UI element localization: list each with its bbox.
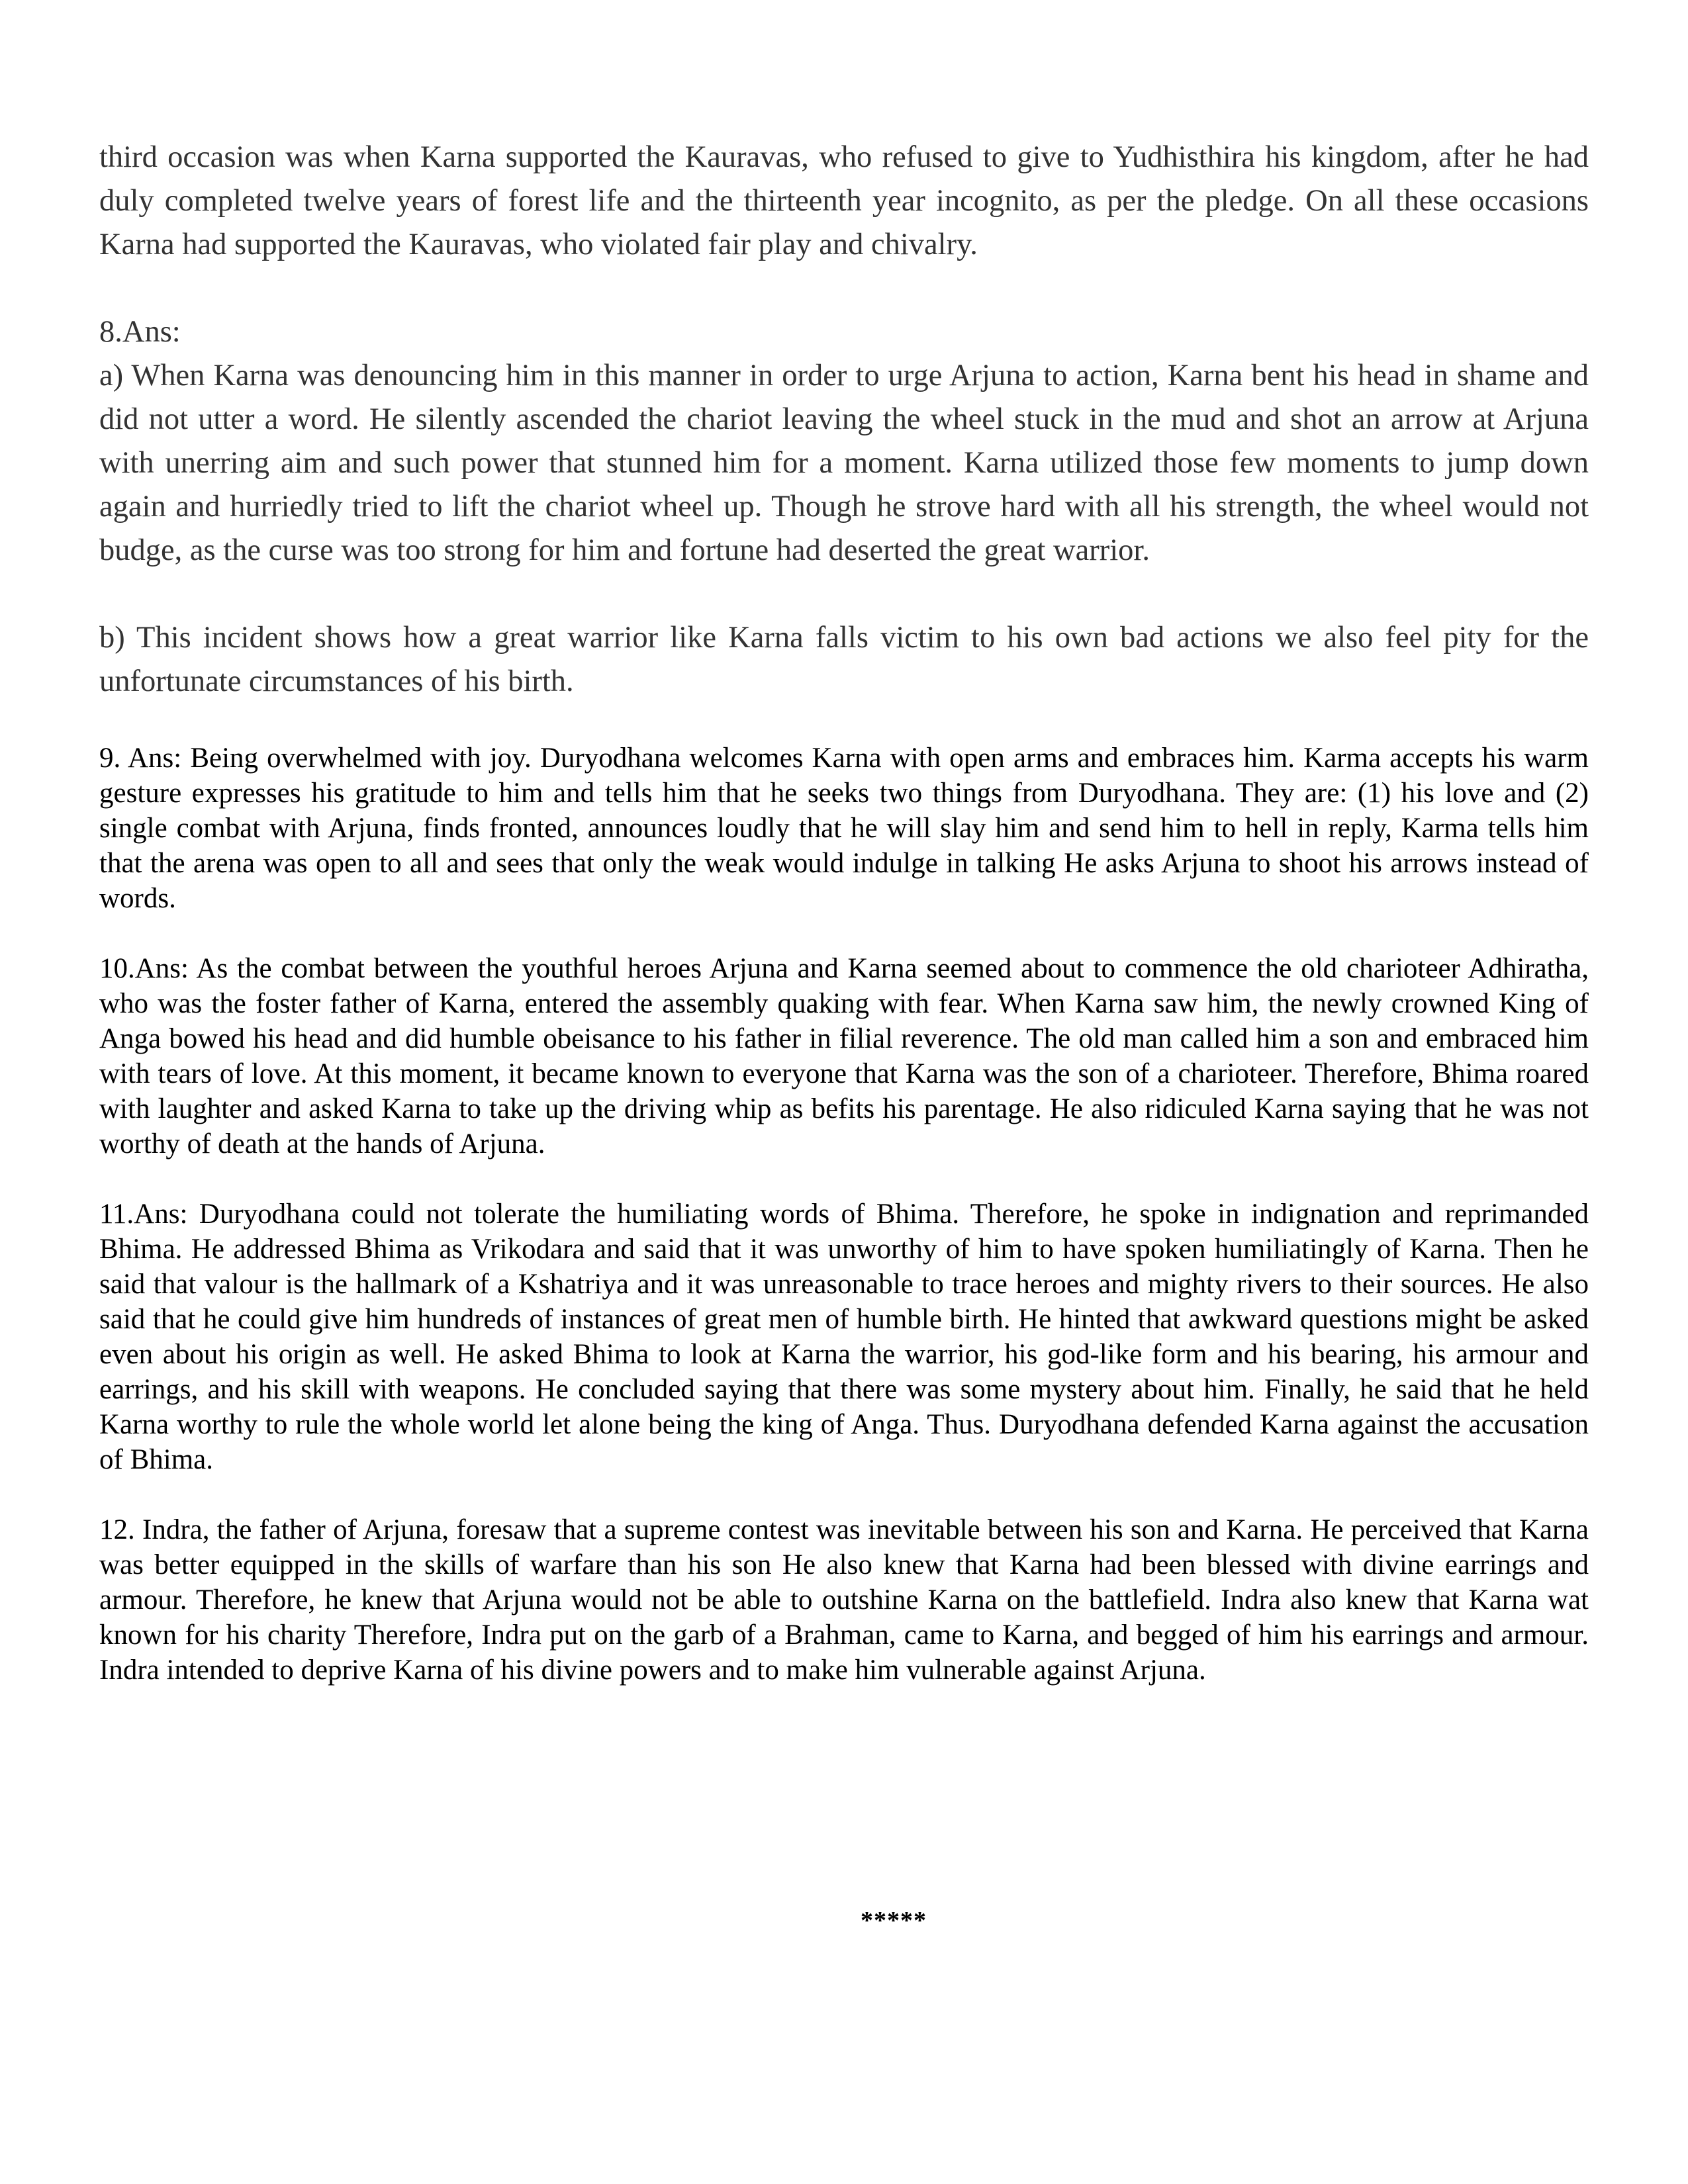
document-body xyxy=(99,136,1589,1688)
answer-8-part-b: b) This incident shows how a great warrior like Karna falls victim to his own bad actions we also feel pity for the unfortunate circumstances of his birth. xyxy=(99,621,1589,698)
answer-11: 11.Ans: Duryodhana could not tolerate the humiliating words of Bhima. Therefore, he spoke in indignation and reprimanded Bhima. He addressed Bhima as Vrikodara and said that it was unworthy of him to have spoken humiliatingly of Karna. Then he said that valour is the hallmark of a Kshatriya and it was unreasonable to trace heroes and mighty rivers to their sources. He also said that he could give him hundreds of instances of great men of humble birth. He hinted that awkward questions might be asked even about his origin as well. He asked Bhima to look at Karna the warrior, his god-like form and his bearing, his armour and earrings, and his skill with weapons. He concluded saying that there was some mystery about him. Finally, he said that he held Karna worthy to rule the whole world let alone being the king of Anga. Thus. Duryodhana defended Karna against the accusation of Bhima. xyxy=(99,1199,1589,1475)
answer-8-part-a: a) When Karna was denouncing him in this manner in order to urge Arjuna to action, Karna bent his head in shame and did not utter a word. He silently ascended the chariot leaving the wheel stuck in the mud and shot an arrow at Arjuna with unerring aim and such power that stunned him for a moment. Karna utilized those few moments to jump down again and hurriedly tried to lift the chariot wheel up. Though he strove hard with all his strength, the wheel would not budge, as the curse was too strong for him and fortune had deserted the great warrior. xyxy=(99,359,1589,567)
paragraph-continuation: third occasion was when Karna supported the Kauravas, who refused to give to Yudhisthira his kingdom, after he had duly completed twelve years of forest life and the thirteenth year incognito, as per the pledge. On all these occasions Karna had supported the Kauravas, who violated fair play and chivalry. xyxy=(99,140,1589,261)
end-marker: ***** xyxy=(861,1907,927,1934)
answer-12: 12. Indra, the father of Arjuna, foresaw that a supreme contest was inevitable between his son and Karna. He perceived that Karna was better equipped in the skills of warfare than his son He also knew that Karna had been blessed with divine earrings and armour. Therefore, he knew that Arjuna would not be able to outshine Karna on the battlefield. Indra also knew that Karna wat known for his charity Therefore, Indra put on the garb of a Brahman, came to Karna, and begged of him his earrings and armour. Indra intended to deprive Karna of his divine powers and to make him vulnerable against Arjuna. xyxy=(99,1514,1589,1686)
answer-10: 10.Ans: As the combat between the youthful heroes Arjuna and Karna seemed about to commence the old charioteer Adhiratha, who was the foster father of Karna, entered the assembly quaking with fear. When Karna saw him, the newly crowned King of Anga bowed his head and did humble obeisance to his father in filial reverence. The old man called him a son and embraced him with tears of love. At this moment, it became known to everyone that Karna was the son of a charioteer. Therefore, Bhima roared with laughter and asked Karna to take up the driving whip as befits his parentage. He also ridiculed Karna saying that he was not worthy of death at the hands of Arjuna. xyxy=(99,953,1589,1160)
answer-9: 9. Ans: Being overwhelmed with joy. Duryodhana welcomes Karna with open arms and embraces him. Karma accepts his warm gesture expresses his gratitude to him and tells him that he seeks two things from Duryodhana. They are: (1) his love and (2) single combat with Arjuna, finds fronted, announces loudly that he will slay him and send him to hell in reply, Karma tells him that the arena was open to all and sees that only the weak would indulge in talking He asks Arjuna to shoot his arrows instead of words. xyxy=(99,743,1589,914)
answer-8-heading: 8.Ans: xyxy=(99,315,181,349)
